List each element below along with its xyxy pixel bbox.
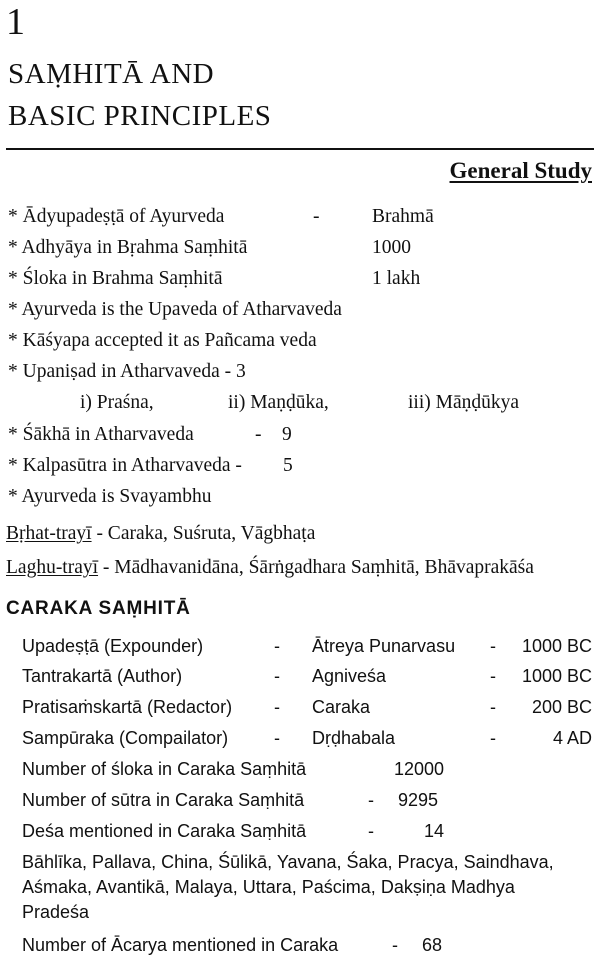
- laghu-trayi-line: [6, 557, 534, 579]
- acarya-count-dash: -: [392, 935, 398, 955]
- role-label: Pratisaṁskartā (Redactor): [22, 697, 233, 717]
- upanisad-item: i) Praśna,: [80, 392, 154, 413]
- count-dash: -: [368, 790, 374, 810]
- fact-line-upaveda: * Ayurveda is the Upaveda of Atharvaveda: [8, 299, 342, 320]
- fact-dash: -: [313, 206, 320, 227]
- fact-label: * Kalpasūtra in Atharvaveda -: [8, 455, 242, 476]
- upanisad-item: iii) Māṇḍūkya: [408, 392, 520, 413]
- role-date: 200 BC: [531, 697, 592, 717]
- laghu-trayi-text: - Mādhavanidāna, Śārṅgadhara Saṃhitā, Bhāvaprakāśa: [98, 557, 534, 578]
- role-name: Caraka: [312, 697, 371, 717]
- fact-value: 1 lakh: [372, 268, 421, 289]
- desa-list-line: Pradeśa: [22, 902, 90, 922]
- fact-label: * Adhyāya in Bṛahma Saṃhitā: [8, 237, 248, 258]
- count-value: 12000: [394, 759, 445, 779]
- header-divider: [6, 148, 594, 150]
- fact-dash: -: [255, 424, 262, 445]
- fact-value: Brahmā: [372, 206, 434, 227]
- role-date: 4 AD: [552, 728, 592, 748]
- role-dash: -: [490, 697, 496, 717]
- role-date: 1000 BC: [521, 636, 592, 656]
- count-label: Number of śloka in Caraka Saṃhitā: [22, 759, 307, 779]
- role-label: Tantrakartā (Author): [22, 666, 183, 686]
- role-name: Ātreya Punarvasu: [312, 636, 456, 656]
- fact-label: * Śākhā in Atharvaveda: [8, 424, 194, 445]
- role-dash: -: [274, 728, 280, 748]
- count-label: Number of sūtra in Caraka Saṃhitā: [22, 790, 305, 810]
- fact-value: 5: [283, 455, 293, 476]
- caraka-samhita-heading: CARAKA SAṂHITĀ: [6, 598, 191, 619]
- chapter-number: 1: [6, 1, 25, 43]
- upanisad-item: ii) Maṇḍūka,: [228, 392, 329, 413]
- role-dash: -: [490, 728, 496, 748]
- fact-line-svayambhu: * Ayurveda is Svayambhu: [8, 486, 212, 507]
- role-dash: -: [274, 666, 280, 686]
- role-label: Sampūraka (Compailator): [22, 728, 229, 748]
- brhat-trayi-label: Bṛhat-trayī: [6, 523, 92, 544]
- fact-value: 1000: [372, 237, 411, 258]
- chapter-title-line-2: BASIC PRINCIPLES: [8, 100, 272, 132]
- acarya-count-label: Number of Ācarya mentioned in Caraka: [22, 935, 339, 955]
- acarya-count-value: 68: [422, 935, 443, 955]
- count-label: Deśa mentioned in Caraka Saṃhitā: [22, 821, 307, 841]
- laghu-trayi-label: Laghu-trayī: [6, 557, 99, 578]
- desa-list-line: Aśmaka, Avantikā, Malaya, Uttara, Paścima, Dakṣiṇa Madhya: [22, 877, 515, 897]
- role-name: Dṛḍhabala: [312, 728, 396, 748]
- general-study-heading: General Study: [449, 158, 592, 183]
- brhat-trayi-text: - Caraka, Suśruta, Vāgbhaṭa: [91, 523, 316, 544]
- fact-line-kasyapa: * Kāśyapa accepted it as Pañcama veda: [8, 330, 317, 351]
- desa-list-line: Bāhlīka, Pallava, China, Śūlikā, Yavana, Śaka, Pracya, Saindhava,: [22, 852, 554, 872]
- fact-label: * Śloka in Brahma Saṃhitā: [8, 268, 223, 289]
- role-dash: -: [274, 697, 280, 717]
- role-dash: -: [274, 636, 280, 656]
- count-value: 14: [424, 821, 445, 841]
- fact-label: * Ādyupadeṣṭā of Ayurveda: [8, 206, 225, 227]
- count-value: 9295: [398, 790, 439, 810]
- fact-value: 9: [282, 424, 292, 445]
- count-dash: -: [368, 821, 374, 841]
- chapter-title-line-1: SAṂHITĀ AND: [8, 58, 215, 90]
- role-label: Upadeṣṭā (Expounder): [22, 636, 204, 656]
- role-date: 1000 BC: [521, 666, 592, 686]
- brhat-trayi-line: [6, 523, 315, 545]
- role-dash: -: [490, 636, 496, 656]
- role-name: Agniveśa: [312, 666, 387, 686]
- fact-line-upanisad: * Upaniṣad in Atharvaveda - 3: [8, 361, 246, 382]
- role-dash: -: [490, 666, 496, 686]
